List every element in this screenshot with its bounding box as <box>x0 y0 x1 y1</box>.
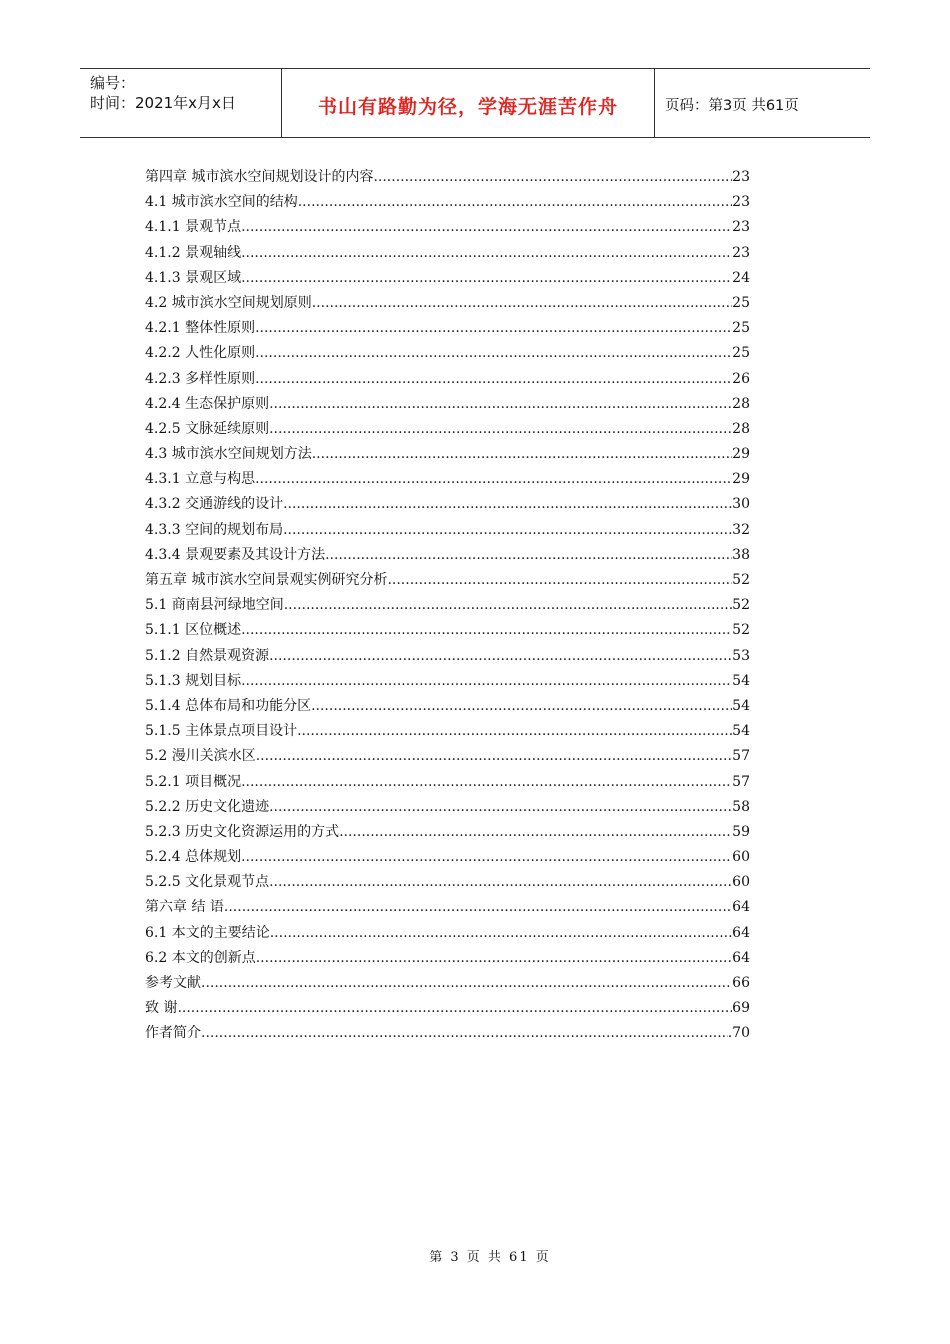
header-meta <box>80 69 282 137</box>
toc-entry-page: 60 <box>732 849 750 866</box>
toc-entry-page: 26 <box>732 370 750 387</box>
toc-entry-title: 4.3 城市滨水空间规划方法 <box>145 446 312 463</box>
toc-entry[interactable] <box>145 972 750 997</box>
toc-entry-page: 54 <box>732 723 750 740</box>
toc-entry-page: .70 <box>727 1025 750 1042</box>
toc-entry-page: 25 <box>732 294 750 311</box>
toc-dot-leader <box>256 950 732 966</box>
toc-entry-title: 5.2 漫川关滨水区 <box>145 748 256 765</box>
toc-entry-page: 29 <box>732 446 750 463</box>
toc-entry[interactable] <box>145 871 750 896</box>
toc-entry[interactable] <box>145 493 750 518</box>
toc-entry-title: 4.3.2 交通游线的设计 <box>145 496 284 513</box>
toc-entry-title: 4.1.2 景观轴线 <box>145 244 242 261</box>
toc-entry[interactable] <box>145 720 750 745</box>
toc-entry-title: 4.2.1 整体性原则 <box>145 320 256 337</box>
toc-entry-title: 4.2 城市滨水空间规划原则 <box>145 294 312 311</box>
toc-entry[interactable] <box>145 393 750 418</box>
toc-entry-page: 23 <box>732 219 750 236</box>
toc-entry-title: 4.1.3 景观区域 <box>145 269 242 286</box>
toc-entry-page: 53 <box>732 647 750 664</box>
toc-entry-title: 5.2.5 文化景观节点 <box>145 874 270 891</box>
toc-dot-leader <box>241 245 732 261</box>
toc-entry-title: 致 谢 <box>145 1000 178 1017</box>
toc-entry[interactable] <box>145 191 750 216</box>
toc-entry-page: 69 <box>732 1000 750 1017</box>
toc-dot-leader <box>224 899 732 915</box>
toc-entry-page: 28 <box>732 395 750 412</box>
document-date-label: 时间：2021年x月x日 <box>90 94 236 112</box>
toc-dot-leader <box>255 320 732 336</box>
toc-entry[interactable] <box>145 1022 750 1047</box>
toc-entry[interactable] <box>145 242 750 267</box>
toc-entry-title: 作者简介 <box>145 1025 201 1042</box>
toc-entry-page: 60 <box>732 874 750 891</box>
toc-dot-leader <box>255 345 732 361</box>
toc-entry-title: 第六章 结 语 <box>145 899 224 916</box>
toc-dot-leader <box>312 295 732 311</box>
toc-entry-title: 5.2.3 历史文化资源运用的方式 <box>145 823 340 840</box>
toc-entry-title: 第四章 城市滨水空间规划设计的内容 <box>145 169 374 185</box>
toc-dot-leader <box>241 270 732 286</box>
toc-entry-page: 52 <box>732 572 750 588</box>
toc-entry-page: 52 <box>732 622 750 639</box>
toc-dot-leader <box>269 799 732 815</box>
toc-dot-leader <box>339 824 732 840</box>
toc-entry-title: 4.2.3 多样性原则 <box>145 370 256 387</box>
toc-entry-title: 5.2.2 历史文化遗迹 <box>145 798 270 815</box>
toc-entry-page: 54 <box>732 697 750 714</box>
toc-entry-title: 4.2.4 生态保护原则 <box>145 395 270 412</box>
table-of-contents <box>145 166 750 1048</box>
toc-entry-page: 57 <box>732 748 750 765</box>
toc-entry[interactable] <box>145 443 750 468</box>
toc-entry[interactable] <box>145 468 750 493</box>
toc-entry[interactable] <box>145 821 750 846</box>
header-page-number: 页码：第3页 共61页 <box>665 97 799 114</box>
toc-dot-leader <box>255 371 732 387</box>
toc-entry-title: 5.1 商南县河绿地空间 <box>145 597 284 614</box>
toc-dot-leader <box>297 723 732 739</box>
toc-entry-title: 5.1.5 主体景点项目设计 <box>145 723 298 740</box>
toc-dot-leader <box>387 572 732 588</box>
toc-entry[interactable] <box>145 519 750 544</box>
toc-dot-leader <box>269 648 732 664</box>
toc-entry[interactable] <box>145 292 750 317</box>
document-number-label: 编号： <box>90 74 136 92</box>
toc-entry[interactable] <box>145 695 750 720</box>
toc-dot-leader <box>269 874 732 890</box>
toc-entry-title: 6.2 本文的创新点 <box>145 949 256 966</box>
toc-entry-title: 4.3.4 景观要素及其设计方法 <box>145 546 326 563</box>
toc-entry-page: 54 <box>732 672 750 689</box>
page-header <box>80 68 870 138</box>
toc-entry-page: 64 <box>732 899 750 916</box>
toc-entry[interactable] <box>145 594 750 619</box>
toc-entry-page: 25 <box>732 345 750 362</box>
toc-entry[interactable] <box>145 947 750 972</box>
toc-dot-leader <box>241 673 732 689</box>
toc-dot-leader <box>201 975 732 991</box>
toc-dot-leader <box>284 597 732 613</box>
toc-dot-leader <box>283 522 732 538</box>
page-footer: 第 3 页 共 61 页 <box>429 1250 551 1265</box>
toc-dot-leader <box>241 774 732 790</box>
toc-entry-title: 4.2.5 文脉延续原则 <box>145 420 270 437</box>
toc-entry-page: 52 <box>732 597 750 614</box>
toc-entry-title: 6.1 本文的主要结论 <box>145 924 270 941</box>
toc-entry-page: 66 <box>732 975 750 991</box>
toc-dot-leader <box>269 396 732 412</box>
toc-entry[interactable] <box>145 922 750 947</box>
toc-dot-leader <box>311 698 732 714</box>
toc-dot-leader <box>256 748 732 764</box>
toc-entry-page: 64 <box>732 924 750 941</box>
toc-entry[interactable] <box>145 216 750 241</box>
toc-entry-page: 57 <box>732 773 750 790</box>
toc-dot-leader <box>241 849 732 865</box>
toc-entry[interactable] <box>145 166 750 191</box>
toc-entry-title: 5.1.1 区位概述 <box>145 622 242 639</box>
toc-entry[interactable] <box>145 771 750 796</box>
toc-entry[interactable] <box>145 670 750 695</box>
toc-entry-page: 64 <box>732 949 750 966</box>
toc-dot-leader <box>177 1000 732 1016</box>
toc-entry-title: 5.1.4 总体布局和功能分区 <box>145 697 312 714</box>
toc-dot-leader <box>241 622 732 638</box>
toc-entry-title: 5.1.3 规划目标 <box>145 672 242 689</box>
toc-entry[interactable] <box>145 267 750 292</box>
toc-entry-page: 23 <box>732 244 750 261</box>
toc-entry-page: 23 <box>732 169 750 185</box>
toc-dot-leader <box>270 925 732 941</box>
toc-entry[interactable] <box>145 846 750 871</box>
toc-entry-page: 32 <box>732 521 750 538</box>
toc-dot-leader <box>312 446 732 462</box>
toc-entry[interactable] <box>145 317 750 342</box>
toc-dot-leader <box>255 471 732 487</box>
toc-entry-page: 25 <box>732 320 750 337</box>
header-motto: 书山有路勤为径，学海无涯苦作舟 <box>282 69 655 137</box>
toc-dot-leader <box>201 1025 728 1041</box>
toc-dot-leader <box>269 421 732 437</box>
toc-entry[interactable] <box>145 796 750 821</box>
toc-entry[interactable] <box>145 745 750 770</box>
toc-entry[interactable] <box>145 342 750 367</box>
toc-dot-leader <box>298 194 732 210</box>
toc-entry[interactable] <box>145 645 750 670</box>
toc-entry-page: 30 <box>732 496 750 513</box>
toc-entry-title: 4.2.2 人性化原则 <box>145 345 256 362</box>
toc-entry-page: 29 <box>732 471 750 488</box>
toc-entry-title: 第五章 城市滨水空间景观实例研究分析 <box>145 572 388 588</box>
toc-entry-page: 23 <box>732 194 750 211</box>
toc-dot-leader <box>325 547 732 563</box>
toc-dot-leader <box>283 496 732 512</box>
toc-entry-title: 4.3.3 空间的规划布局 <box>145 521 284 538</box>
toc-dot-leader <box>241 219 732 235</box>
toc-entry[interactable] <box>145 896 750 921</box>
toc-entry-title: 5.2.1 项目概况 <box>145 773 242 790</box>
toc-entry-title: 参考文献 <box>145 975 201 991</box>
toc-entry[interactable] <box>145 619 750 644</box>
toc-entry-page: 58 <box>732 798 750 815</box>
toc-entry[interactable] <box>145 368 750 393</box>
toc-entry[interactable] <box>145 418 750 443</box>
toc-dot-leader <box>373 169 732 185</box>
toc-entry-page: 28 <box>732 420 750 437</box>
toc-entry-page: 24 <box>732 269 750 286</box>
toc-entry-title: 4.3.1 立意与构思 <box>145 471 256 488</box>
toc-entry-title: 4.1 城市滨水空间的结构 <box>145 194 298 211</box>
toc-entry-title: 4.1.1 景观节点 <box>145 219 242 236</box>
toc-entry-page: 59 <box>732 823 750 840</box>
toc-entry-title: 5.1.2 自然景观资源 <box>145 647 270 664</box>
toc-entry[interactable] <box>145 997 750 1022</box>
toc-entry[interactable] <box>145 569 750 594</box>
toc-entry[interactable] <box>145 544 750 569</box>
toc-entry-page: 38 <box>732 546 750 563</box>
toc-entry-title: 5.2.4 总体规划 <box>145 849 242 866</box>
